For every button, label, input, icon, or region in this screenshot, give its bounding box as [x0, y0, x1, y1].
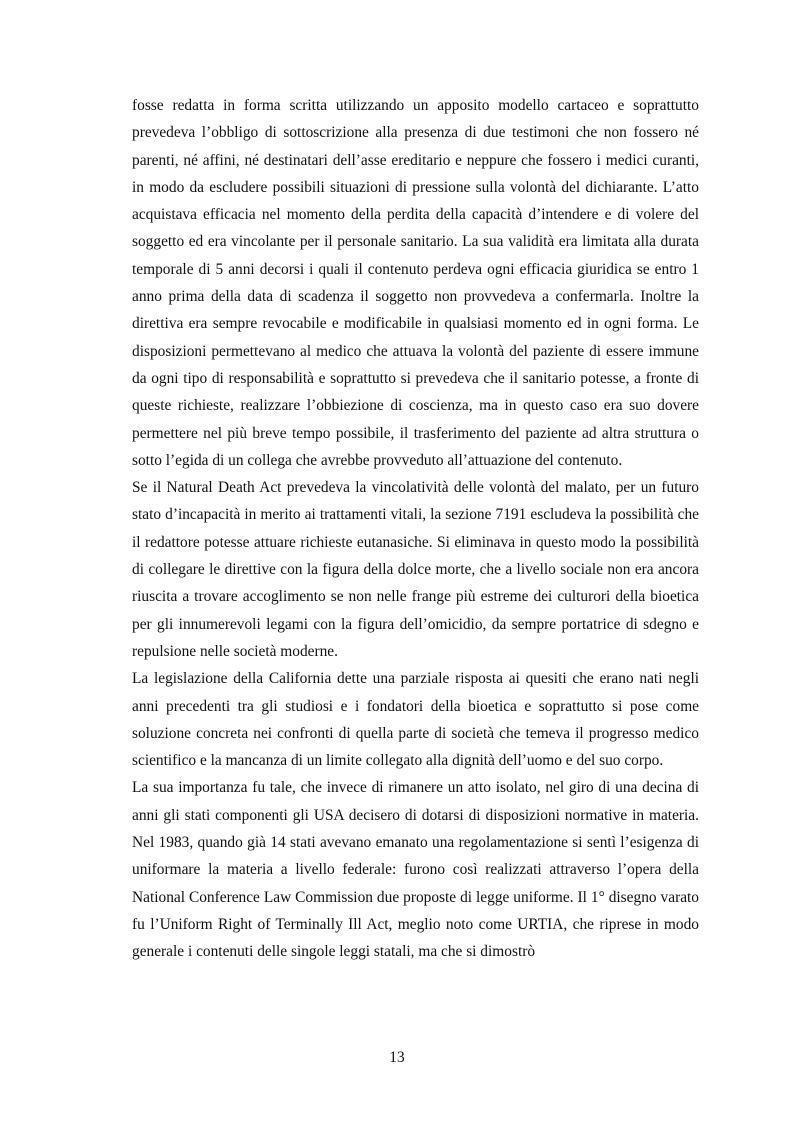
paragraph-1: fosse redatta in forma scritta utilizzando un apposito modello cartaceo e soprattutto prevedeva l’obbligo di sottoscrizione alla presenza di due testimoni che non fossero né parenti, né affini, né destinatari dell’asse ereditario e neppure che fossero i medici curanti, in modo da escludere possibili situazioni di pressione sulla volontà del dichiarante. L’atto acquistava efficacia nel momento della perdita della capacità d’intendere e di volere del soggetto ed era vincolante per il personale sanitario. La sua validità era limitata alla durata temporale di 5 anni decorsi i quali il contenuto perdeva ogni efficacia giuridica se entro 1 anno prima della data di scadenza il soggetto non provvedeva a confermarla. Inoltre la direttiva era sempre revocabile e modificabile in qualsiasi momento ed in ogni forma. Le disposizioni permettevano al medico che attuava la volontà del paziente di essere immune da ogni tipo di responsabilità e soprattutto si prevedeva che il sanitario potesse, a fronte di queste richieste, realizzare l’obbiezione di coscienza, ma in questo caso era suo dovere permettere nel più breve tempo possibile, il trasferimento del paziente ad altra struttura o sotto l’egida di un collega che avrebbe provveduto all’attuazione del contenuto.	[132, 97, 699, 469]
body-text	[132, 92, 699, 966]
paragraph-3: La legislazione della California dette una parziale risposta ai quesiti che erano nati negli anni precedenti tra gli studiosi e i fondatori della bioetica e soprattutto si pose come soluzione concreta nei confronti di quella parte di società che temeva il progresso medico scientifico e la mancanza di un limite collegato alla dignità dell’uomo e del suo corpo.	[132, 670, 699, 770]
paragraph-2: Se il Natural Death Act prevedeva la vincolatività delle volontà del malato, per un futuro stato d’incapacità in merito ai trattamenti vitali, la sezione 7191 escludeva la possibilità che il redattore potesse attuare richieste eutanasiche. Si eliminava in questo modo la possibilità di collegare le direttive con la figura della dolce morte, che a livello sociale non era ancora riuscita a trovare accoglimento se non nelle frange più estreme dei culturori della bioetica per gli innumerevoli legami con la figura dell’omicidio, da sempre portatrice di sdegno e repulsione nelle società moderne.	[132, 479, 699, 660]
paragraph-4: La sua importanza fu tale, che invece di rimanere un atto isolato, nel giro di una decina di anni gli stati componenti gli USA decisero di dotarsi di disposizioni normative in materia. Nel 1983, quando già 14 stati avevano emanato una regolamentazione si sentì l’esigenza di uniformare la materia a livello federale: furono così realizzati attraverso l’opera della National Conference Law Commission due proposte di legge uniforme. Il 1° disegno varato fu l’Uniform Right of Terminally Ill Act, meglio noto come URTIA, che riprese in modo generale i contenuti delle singole leggi statali, ma che si dimostrò	[132, 779, 699, 961]
page-number: 13	[389, 1049, 405, 1066]
